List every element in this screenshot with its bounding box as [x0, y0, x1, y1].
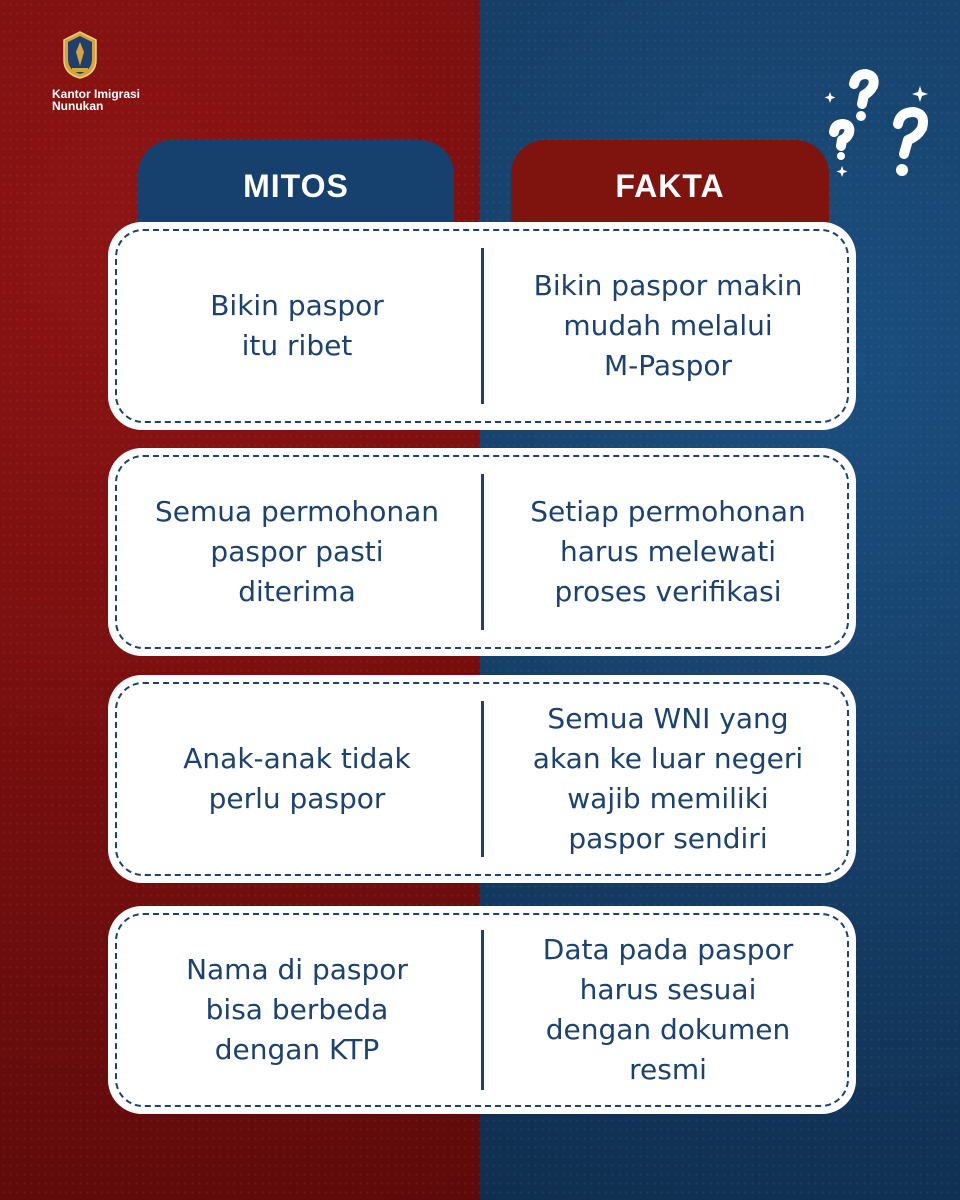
column-divider	[481, 474, 484, 630]
fakta-cell	[500, 222, 836, 430]
fakta-cell	[500, 448, 836, 656]
column-divider	[481, 248, 484, 404]
column-divider	[481, 930, 484, 1090]
mitos-text: Nama di paspor bisa berbeda dengan KTP	[186, 953, 408, 1066]
mitos-cell	[128, 222, 466, 430]
logo	[52, 30, 142, 112]
question-marks-icon	[822, 62, 932, 182]
fakta-header-label: FAKTA	[615, 168, 725, 204]
column-divider	[481, 701, 484, 857]
immigration-emblem-icon	[60, 30, 100, 80]
mitos-text: Anak-anak tidak perlu paspor	[183, 742, 411, 815]
mitos-header-label: MITOS	[243, 168, 349, 204]
fakta-text: Semua WNI yang akan ke luar negeri wajib memiliki paspor sendiri	[532, 702, 804, 855]
mitos-text: Semua permohonan paspor pasti diterima	[154, 495, 440, 608]
logo-line1: Kantor Imigrasi	[52, 87, 141, 101]
mitos-cell	[128, 448, 466, 656]
fakta-text: Bikin paspor makin mudah melalui M-Paspor	[533, 269, 803, 382]
fakta-cell	[500, 906, 836, 1114]
fakta-header-tab	[511, 140, 829, 230]
comparison-card-3	[108, 675, 856, 883]
fakta-text: Setiap permohonan harus melewati proses verifikasi	[530, 495, 806, 608]
mitos-cell	[128, 675, 466, 883]
mitos-header-tab	[138, 140, 454, 230]
comparison-card-1	[108, 222, 856, 430]
mitos-cell	[128, 906, 466, 1114]
comparison-card-4	[108, 906, 856, 1114]
logo-line2: Nunukan	[52, 99, 104, 113]
comparison-card-2	[108, 448, 856, 656]
mitos-text: Bikin paspor itu ribet	[210, 289, 384, 362]
fakta-cell	[500, 675, 836, 883]
fakta-text: Data pada paspor harus sesuai dengan dokumen resmi	[542, 933, 794, 1086]
